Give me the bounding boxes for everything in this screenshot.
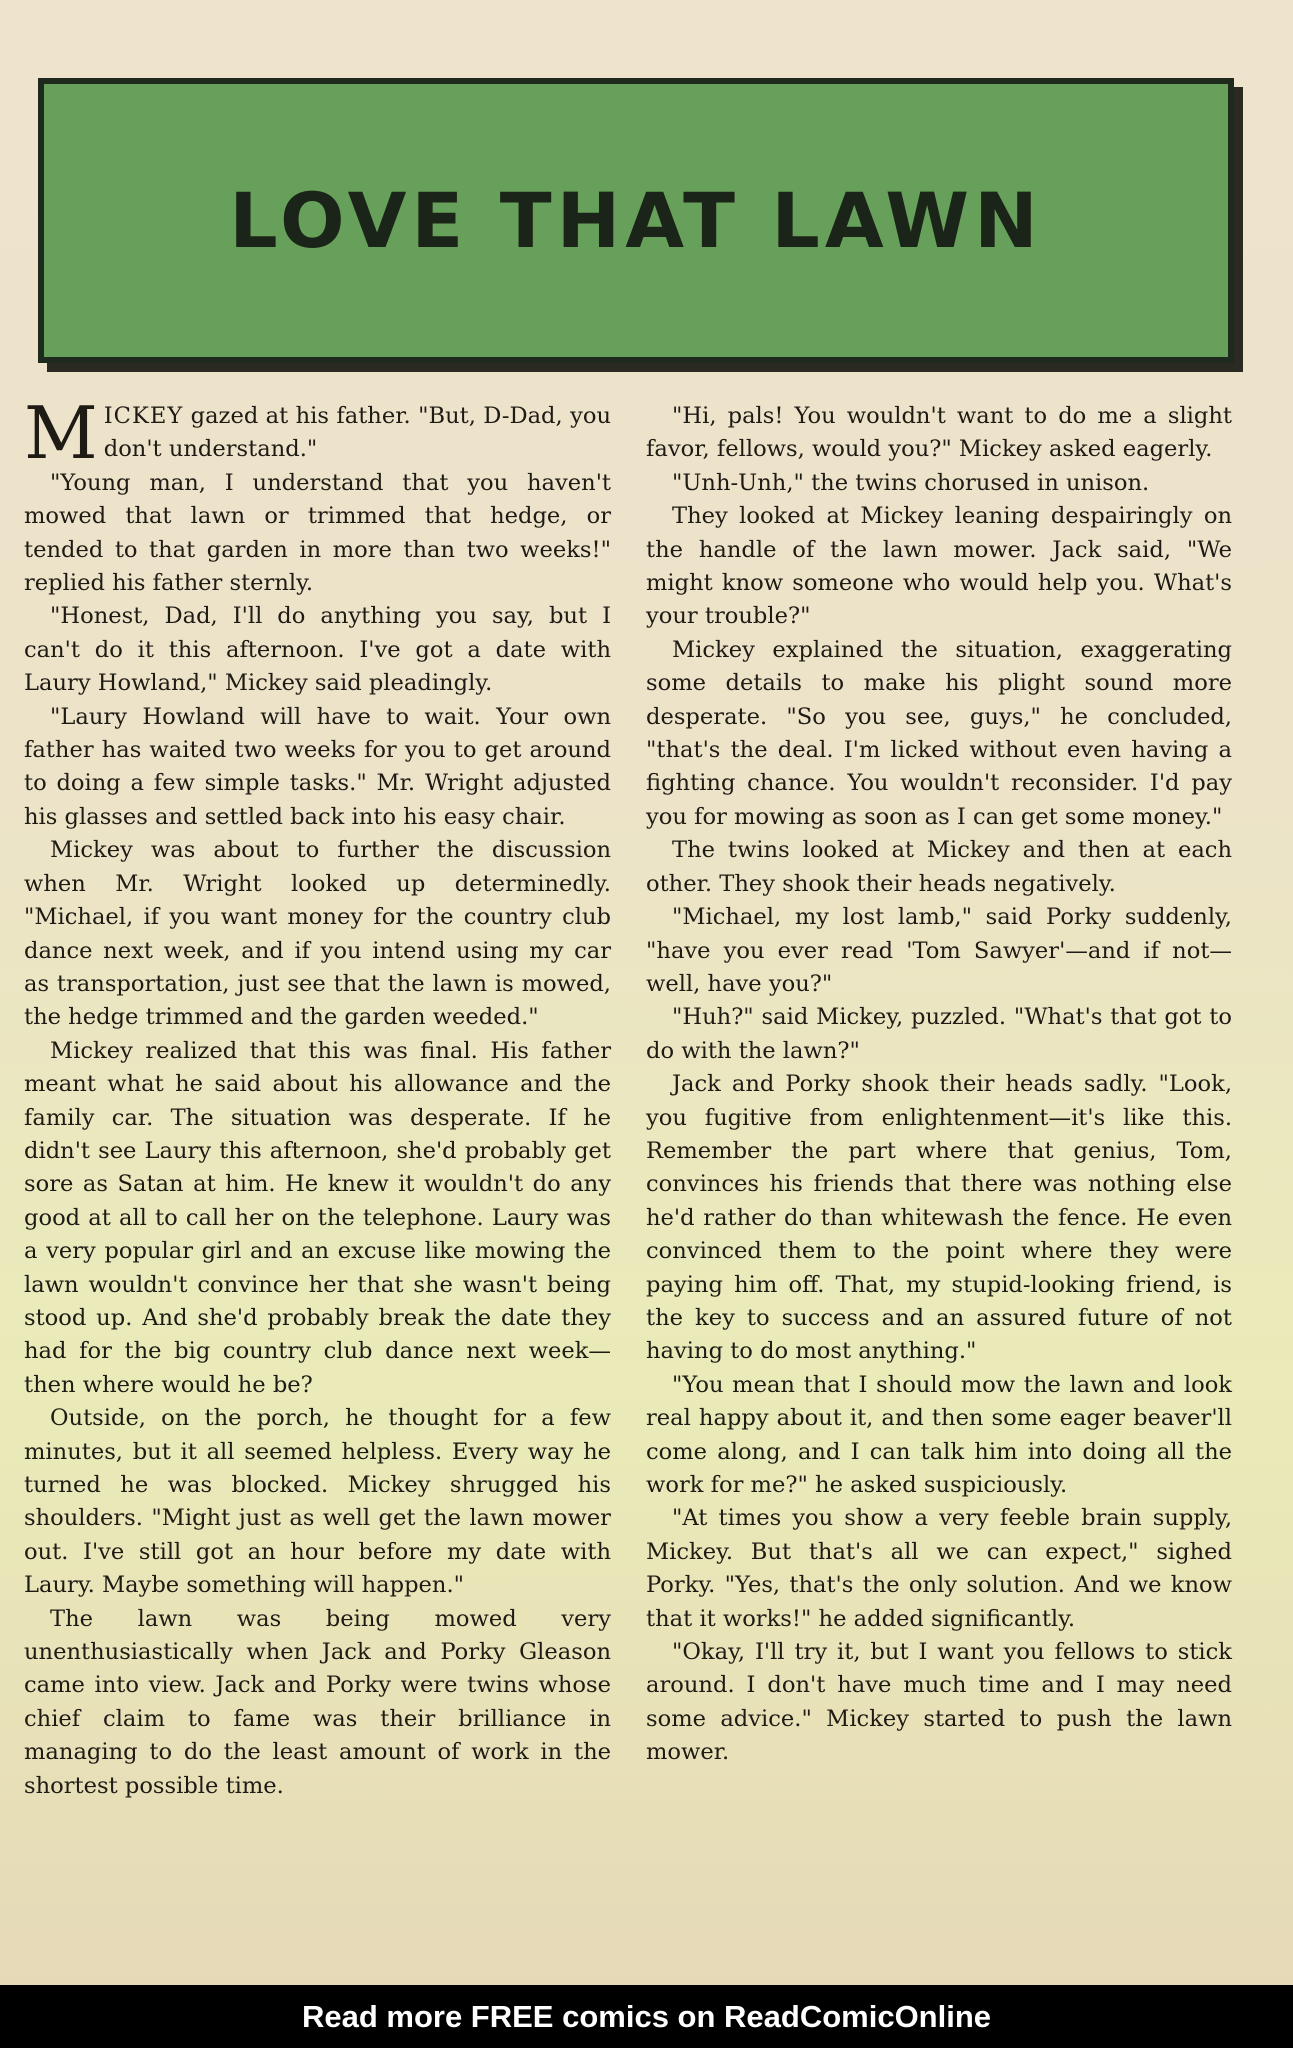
footer-link-text[interactable]: Read more FREE comics on ReadComicOnline bbox=[301, 1998, 992, 2034]
paragraph: Mickey realized that this was final. His father meant what he said about his allowance and the family car. The situation was desperate. If he didn't see Laury this afternoon, she'd probably get sore as Satan at him. He knew it wouldn't do any good at all to call her on the telephone. Laury was a very popular girl and an excuse like mowing the lawn wouldn't convince her that she wasn't being stood up. And she'd probably break the date they had for the big country club dance next week—then where would he be? bbox=[24, 1037, 611, 1398]
paragraph: Outside, on the porch, he thought for a few minutes, but it all seemed helpless. Every way he turned he was blocked. Mickey shrugged his shoulders. "Might just as well get the lawn mower out. I've still got an hour before my date with Laury. Maybe something will happen." bbox=[24, 1405, 611, 1599]
paragraph: "Huh?" said Mickey, puzzled. "What's that got to do with the lawn?" bbox=[646, 1004, 1232, 1064]
footer-banner[interactable] bbox=[0, 1985, 1293, 2048]
story-title: LOVE THAT LAWN bbox=[229, 176, 1043, 265]
paragraph: "Laury Howland will have to wait. Your own father has waited two weeks for you to get around to doing a few simple tasks." Mr. Wright adjusted his glasses and settled back into his easy chair. bbox=[24, 703, 611, 830]
paragraph: "Michael, my lost lamb," said Porky suddenly, "have you ever read 'Tom Sawyer'—and if not—well, have you?" bbox=[646, 904, 1232, 997]
paragraph: They looked at Mickey leaning despairingly on the handle of the lawn mower. Jack said, "We might know someone who would help you. What's your trouble?" bbox=[646, 503, 1232, 630]
left-column bbox=[24, 391, 611, 1803]
paragraph: Mickey explained the situation, exaggerating some details to make his plight sound more desperate. "So you see, guys," he concluded, "that's the deal. I'm licked without even having a fighting chance. You wouldn't reconsider. I'd pay you for mowing as soon as I can get some money." bbox=[646, 636, 1232, 830]
opening-text: gazed at his father. "But, D-Dad, you don't understand." bbox=[103, 403, 611, 463]
paragraph: The lawn was being mowed very unenthusiastically when Jack and Porky Gleason came into view. Jack and Porky were twins whose chief claim to fame was their brilliance in managing to do the least amount of work in the shortest possible time. bbox=[24, 1605, 611, 1799]
paragraph: "You mean that I should mow the lawn and look real happy about it, and then some eager beaver'll come along, and I can talk him into doing all the work for me?" he asked suspiciously. bbox=[646, 1371, 1232, 1498]
paragraph: "Unh-Unh," the twins chorused in unison. bbox=[672, 469, 1150, 496]
paragraph: "Honest, Dad, I'll do anything you say, but I can't do it this afternoon. I've got a date with Laury Howland," Mickey said pleadingly. bbox=[24, 603, 611, 697]
opening-paragraph bbox=[24, 391, 611, 475]
paragraph: "Hi, pals! You wouldn't want to do me a slight favor, fellows, would you?" Mickey asked eagerly. bbox=[646, 403, 1232, 463]
drop-cap: M bbox=[24, 391, 98, 475]
paragraph: Mickey was about to further the discussion when Mr. Wright looked up determinedly. "Michael, if you want money for the country club dance next week, and if you intend using my car as transportation, just see that the lawn is mowed, the hedge trimmed and the garden weeded." bbox=[24, 837, 611, 1031]
right-column bbox=[646, 400, 1232, 1770]
title-banner bbox=[38, 78, 1234, 363]
opening-word: ICKEY bbox=[103, 403, 184, 429]
paragraph: Jack and Porky shook their heads sadly. "Look, you fugitive from enlightenment—it's like this. Remember the part where that genius, Tom, convinces his friends that there was nothing else he'd rather do than whitewash the fence. He even convinced them to the point where they were paying him off. That, my stupid-looking friend, is the key to success and an assured future of not having to do most anything." bbox=[646, 1071, 1232, 1365]
paragraph: "At times you show a very feeble brain supply, Mickey. But that's all we can expect," sighed Porky. "Yes, that's the only solution. And we know that it works!" he added significantly. bbox=[646, 1505, 1232, 1632]
paragraph: "Young man, I understand that you haven't mowed that lawn or trimmed that hedge, or tended to that garden in more than two weeks!" replied his father sternly. bbox=[24, 469, 611, 597]
paragraph: The twins looked at Mickey and then at each other. They shook their heads negatively. bbox=[646, 837, 1232, 897]
paragraph: "Okay, I'll try it, but I want you fellows to stick around. I don't have much time and I may need some advice." Mickey started to push the lawn mower. bbox=[646, 1639, 1232, 1766]
